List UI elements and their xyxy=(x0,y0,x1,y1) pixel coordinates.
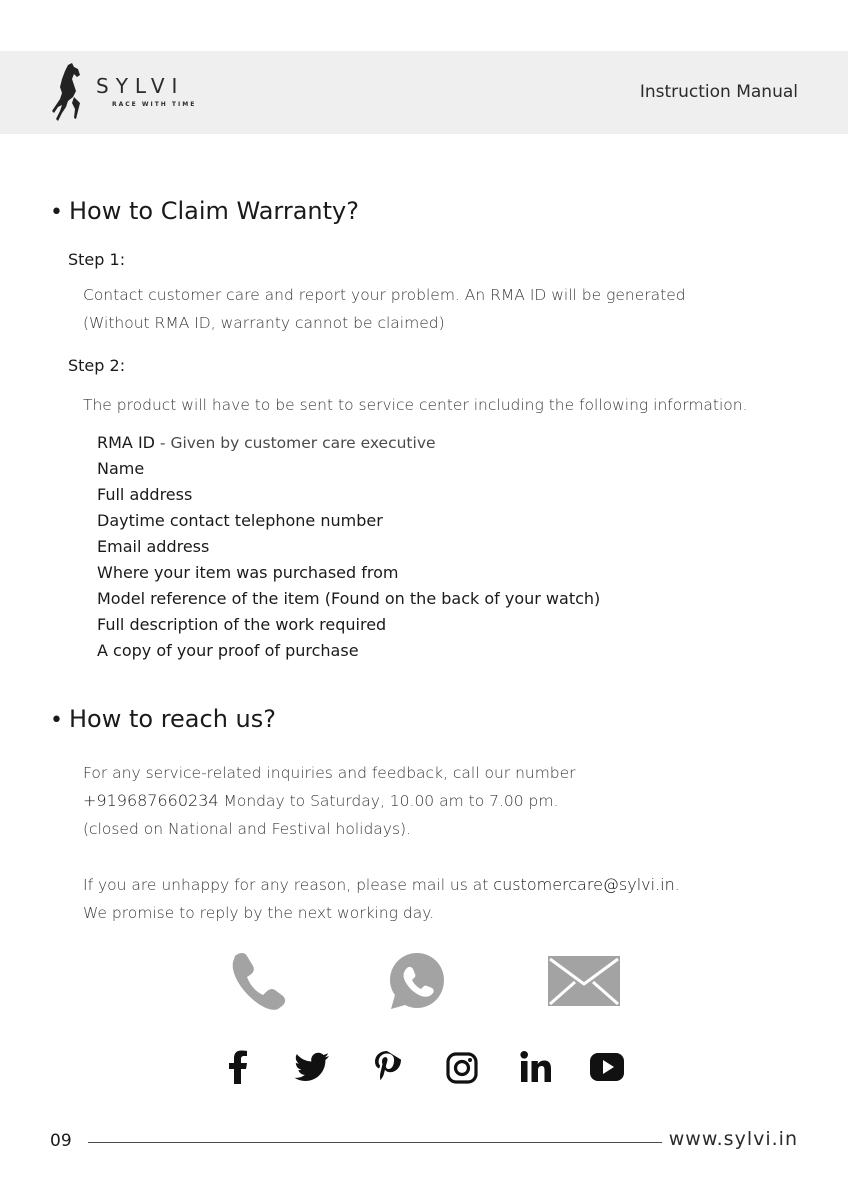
social-icons xyxy=(0,1050,848,1090)
brand-tagline: RACE WITH TIME xyxy=(112,101,197,108)
website-link[interactable]: www.sylvi.in xyxy=(668,1128,798,1150)
linkedin-icon[interactable] xyxy=(520,1050,552,1088)
footer-divider xyxy=(88,1142,662,1143)
phone-icon[interactable] xyxy=(229,950,287,1014)
brand-logo xyxy=(50,61,220,125)
list-item: Full description of the work required xyxy=(97,615,387,634)
reach-heading xyxy=(50,705,276,733)
facebook-icon[interactable] xyxy=(228,1050,248,1088)
reach-line1: For any service-related inquiries and feedback, call our number xyxy=(83,764,576,782)
email-link[interactable]: customercare@sylvi.in xyxy=(493,875,675,894)
youtube-icon[interactable] xyxy=(589,1050,625,1088)
step1-text xyxy=(83,281,686,337)
twitter-icon[interactable] xyxy=(294,1050,330,1088)
reach-heading-text: How to reach us? xyxy=(68,705,276,733)
page-header xyxy=(0,51,848,134)
horse-logo-icon xyxy=(50,61,94,125)
warranty-heading xyxy=(50,197,359,225)
reach-promise-line: We promise to reply by the next working day. xyxy=(83,904,435,922)
brand-name: SYLVI xyxy=(96,74,185,98)
list-item: Full address xyxy=(97,485,193,504)
whatsapp-icon[interactable] xyxy=(386,950,448,1016)
list-item: Name xyxy=(97,459,145,478)
list-item: RMA ID - Given by customer care executive xyxy=(97,433,436,452)
list-item: Model reference of the item (Found on the back of your watch) xyxy=(97,589,601,608)
mail-icon[interactable] xyxy=(547,950,621,1010)
document-title: Instruction Manual xyxy=(639,82,798,102)
bullet-icon: • xyxy=(50,708,63,733)
instagram-icon[interactable] xyxy=(446,1050,478,1088)
list-item: A copy of your proof of purchase xyxy=(97,641,359,660)
list-item: Email address xyxy=(97,537,210,556)
reach-phone-line: +919687660234 Monday to Saturday, 10.00 am to 7.00 pm. xyxy=(83,791,559,810)
pinterest-icon[interactable] xyxy=(372,1050,402,1088)
list-item: Daytime contact telephone number xyxy=(97,511,383,530)
list-item: Where your item was purchased from xyxy=(97,563,399,582)
contact-icons xyxy=(0,950,848,1014)
page-number: 09 xyxy=(50,1131,72,1151)
step2-intro: The product will have to be sent to service center including the following information. xyxy=(83,396,748,414)
step1-label: Step 1: xyxy=(68,250,126,269)
step2-label: Step 2: xyxy=(68,356,126,375)
bullet-icon: • xyxy=(50,200,63,225)
reach-mail-line: If you are unhappy for any reason, please mail us at customercare@sylvi.in. xyxy=(83,875,680,894)
step1-line2: (Without RMA ID, warranty cannot be claimed) xyxy=(83,314,445,332)
reach-closed-line: (closed on National and Festival holidays). xyxy=(83,820,412,838)
reach-text xyxy=(83,759,680,927)
required-info-list xyxy=(97,430,600,664)
phone-number[interactable]: +919687660234 xyxy=(83,791,219,810)
step1-line1: Contact customer care and report your problem. An RMA ID will be generated xyxy=(83,286,686,304)
warranty-heading-text: How to Claim Warranty? xyxy=(68,197,359,225)
